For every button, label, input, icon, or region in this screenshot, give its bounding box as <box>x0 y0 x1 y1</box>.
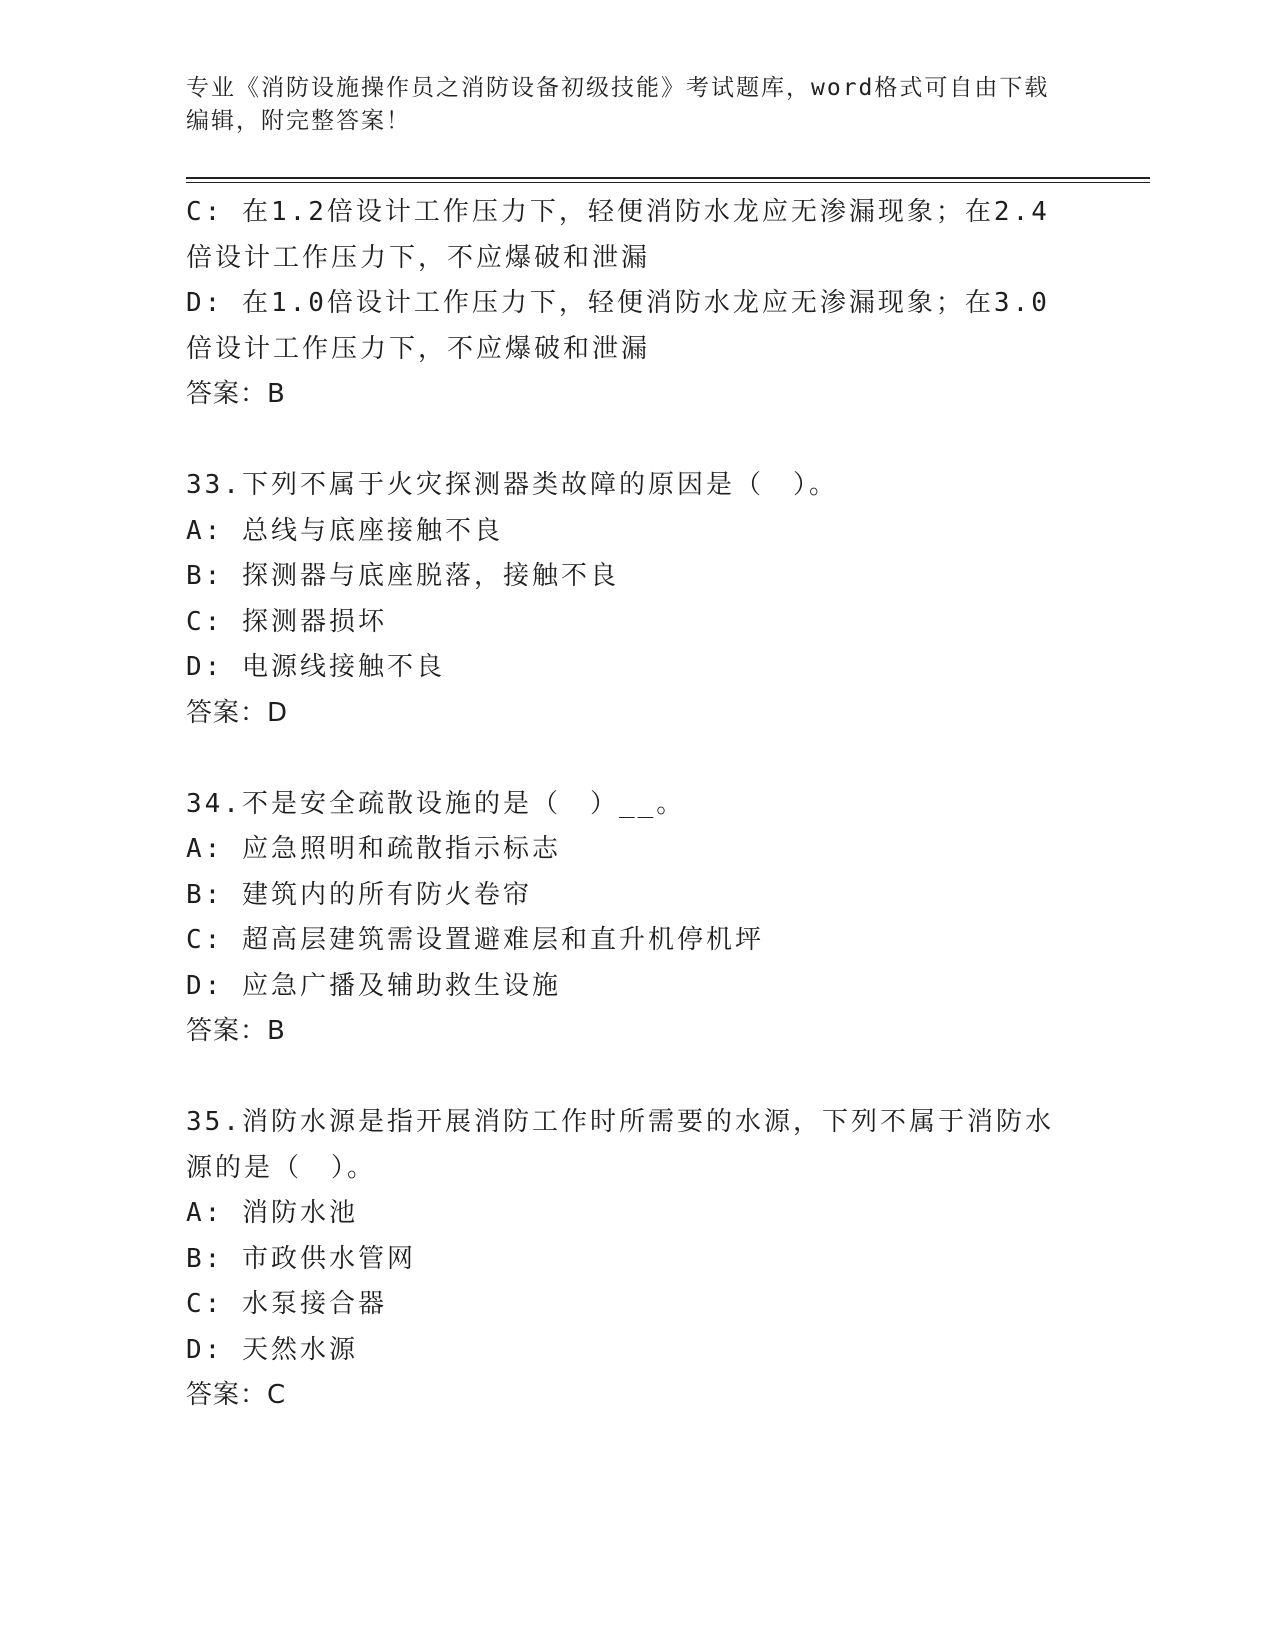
option-d: D: 电源线接触不良 <box>186 652 445 682</box>
option-d: D: 天然水源 <box>186 1334 358 1365</box>
option-c: C: 水泵接合器 <box>186 1289 387 1319</box>
answer: 答案：C <box>186 1380 287 1410</box>
question-content <box>186 190 1076 1419</box>
page-header: 专业《消防设施操作员之消防设备初级技能》考试题库，word格式可自由下载编辑，附完整答案！ <box>186 75 1050 134</box>
question-block-35 <box>186 1100 1076 1419</box>
question-block-33 <box>186 463 1076 736</box>
header-divider-thick <box>186 177 1150 179</box>
option-b: B: 市政供水管网 <box>186 1243 416 1274</box>
option-a: A: 消防水池 <box>186 1198 358 1228</box>
option-a: A: 应急照明和疏散指示标志 <box>186 834 561 864</box>
question-block-34 <box>186 782 1076 1055</box>
question-stem: 34.不是安全疏散设施的是（ ）__。 <box>186 788 686 819</box>
spacer <box>186 1055 1076 1101</box>
question-stem: 35.消防水源是指开展消防工作时所需要的水源，下列不属于消防水源的是（ ）。 <box>186 1107 1054 1183</box>
header-divider-thin <box>186 182 1150 183</box>
answer: 答案：B <box>186 1016 286 1046</box>
option-c: C: 超高层建筑需设置避难层和直升机停机坪 <box>186 925 764 955</box>
spacer <box>186 418 1076 464</box>
prev-option-c: C: 在1.2倍设计工作压力下，轻便消防水龙应无渗漏现象；在2.4倍设计工作压力下，不应爆破和泄漏 <box>186 197 1050 273</box>
option-c: C: 探测器损坏 <box>186 606 387 637</box>
option-a: A: 总线与底座接触不良 <box>186 515 503 546</box>
prev-answer: 答案：B <box>186 379 286 409</box>
option-b: B: 建筑内的所有防火卷帘 <box>186 879 532 910</box>
prev-option-d: D: 在1.0倍设计工作压力下，轻便消防水龙应无渗漏现象；在3.0倍设计工作压力下，不应爆破和泄漏 <box>186 288 1050 364</box>
spacer <box>186 736 1076 782</box>
option-d: D: 应急广播及辅助救生设施 <box>186 970 561 1001</box>
option-b: B: 探测器与底座脱落，接触不良 <box>186 561 619 591</box>
question-stem: 33.下列不属于火灾探测器类故障的原因是（ ）。 <box>186 470 838 500</box>
answer: 答案：D <box>186 697 289 728</box>
